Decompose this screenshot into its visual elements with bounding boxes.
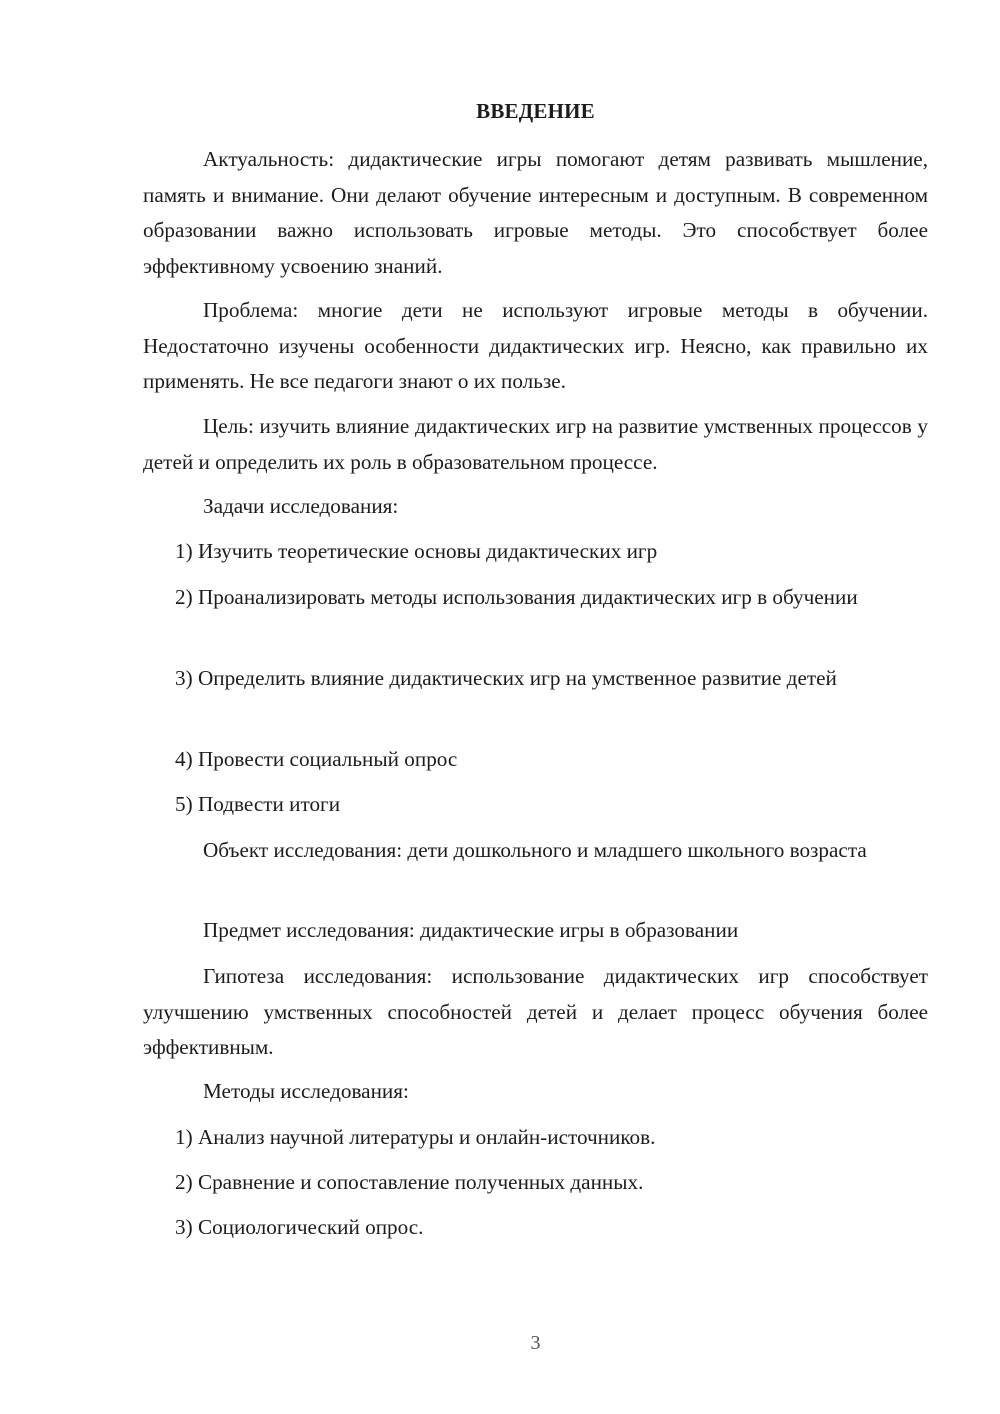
hypothesis-paragraph: Гипотеза исследования: использование дидактических игр способствует улучшению умственных способностей детей и делает процесс обучения более эффективным. bbox=[143, 964, 928, 1059]
tasks-title: Задачи исследования: bbox=[203, 494, 399, 518]
relevance-paragraph: Актуальность: дидактические игры помогают детям развивать мышление, память и внимание. Они делают обучение интересным и доступным. В современном образовании важно использовать игровые методы. Это способствует более эффективному усвоению знаний. bbox=[143, 147, 928, 278]
task-item: 2) Проанализировать методы использования дидактических игр в обучении bbox=[175, 585, 858, 609]
task-item: 1) Изучить теоретические основы дидактических игр bbox=[175, 539, 658, 563]
methods-title: Методы исследования: bbox=[203, 1079, 409, 1103]
method-item: 1) Анализ научной литературы и онлайн-источников. bbox=[175, 1125, 656, 1149]
task-item: 3) Определить влияние дидактических игр на умственное развитие детей bbox=[175, 666, 837, 690]
page-number: 3 bbox=[530, 1332, 541, 1354]
task-item: 5) Подвести итоги bbox=[175, 792, 341, 816]
task-item: 4) Провести социальный опрос bbox=[175, 747, 458, 771]
problem-paragraph: Проблема: многие дети не используют игровые методы в обучении. Недостаточно изучены особенности дидактических игр. Неясно, как правильно их применять. Не все педагоги знают о их пользе. bbox=[143, 298, 928, 393]
subject-paragraph: Предмет исследования: дидактические игры в образовании bbox=[203, 918, 739, 942]
method-item: 2) Сравнение и сопоставление полученных данных. bbox=[175, 1170, 644, 1194]
document-page bbox=[143, 0, 928, 1414]
section-heading: ВВЕДЕНИЕ bbox=[476, 99, 595, 123]
method-item: 3) Социологический опрос. bbox=[175, 1215, 424, 1239]
object-paragraph: Объект исследования: дети дошкольного и младшего школьного возраста bbox=[203, 838, 867, 862]
goal-paragraph: Цель: изучить влияние дидактических игр на развитие умственных процессов у детей и определить их роль в образовательном процессе. bbox=[143, 414, 928, 474]
